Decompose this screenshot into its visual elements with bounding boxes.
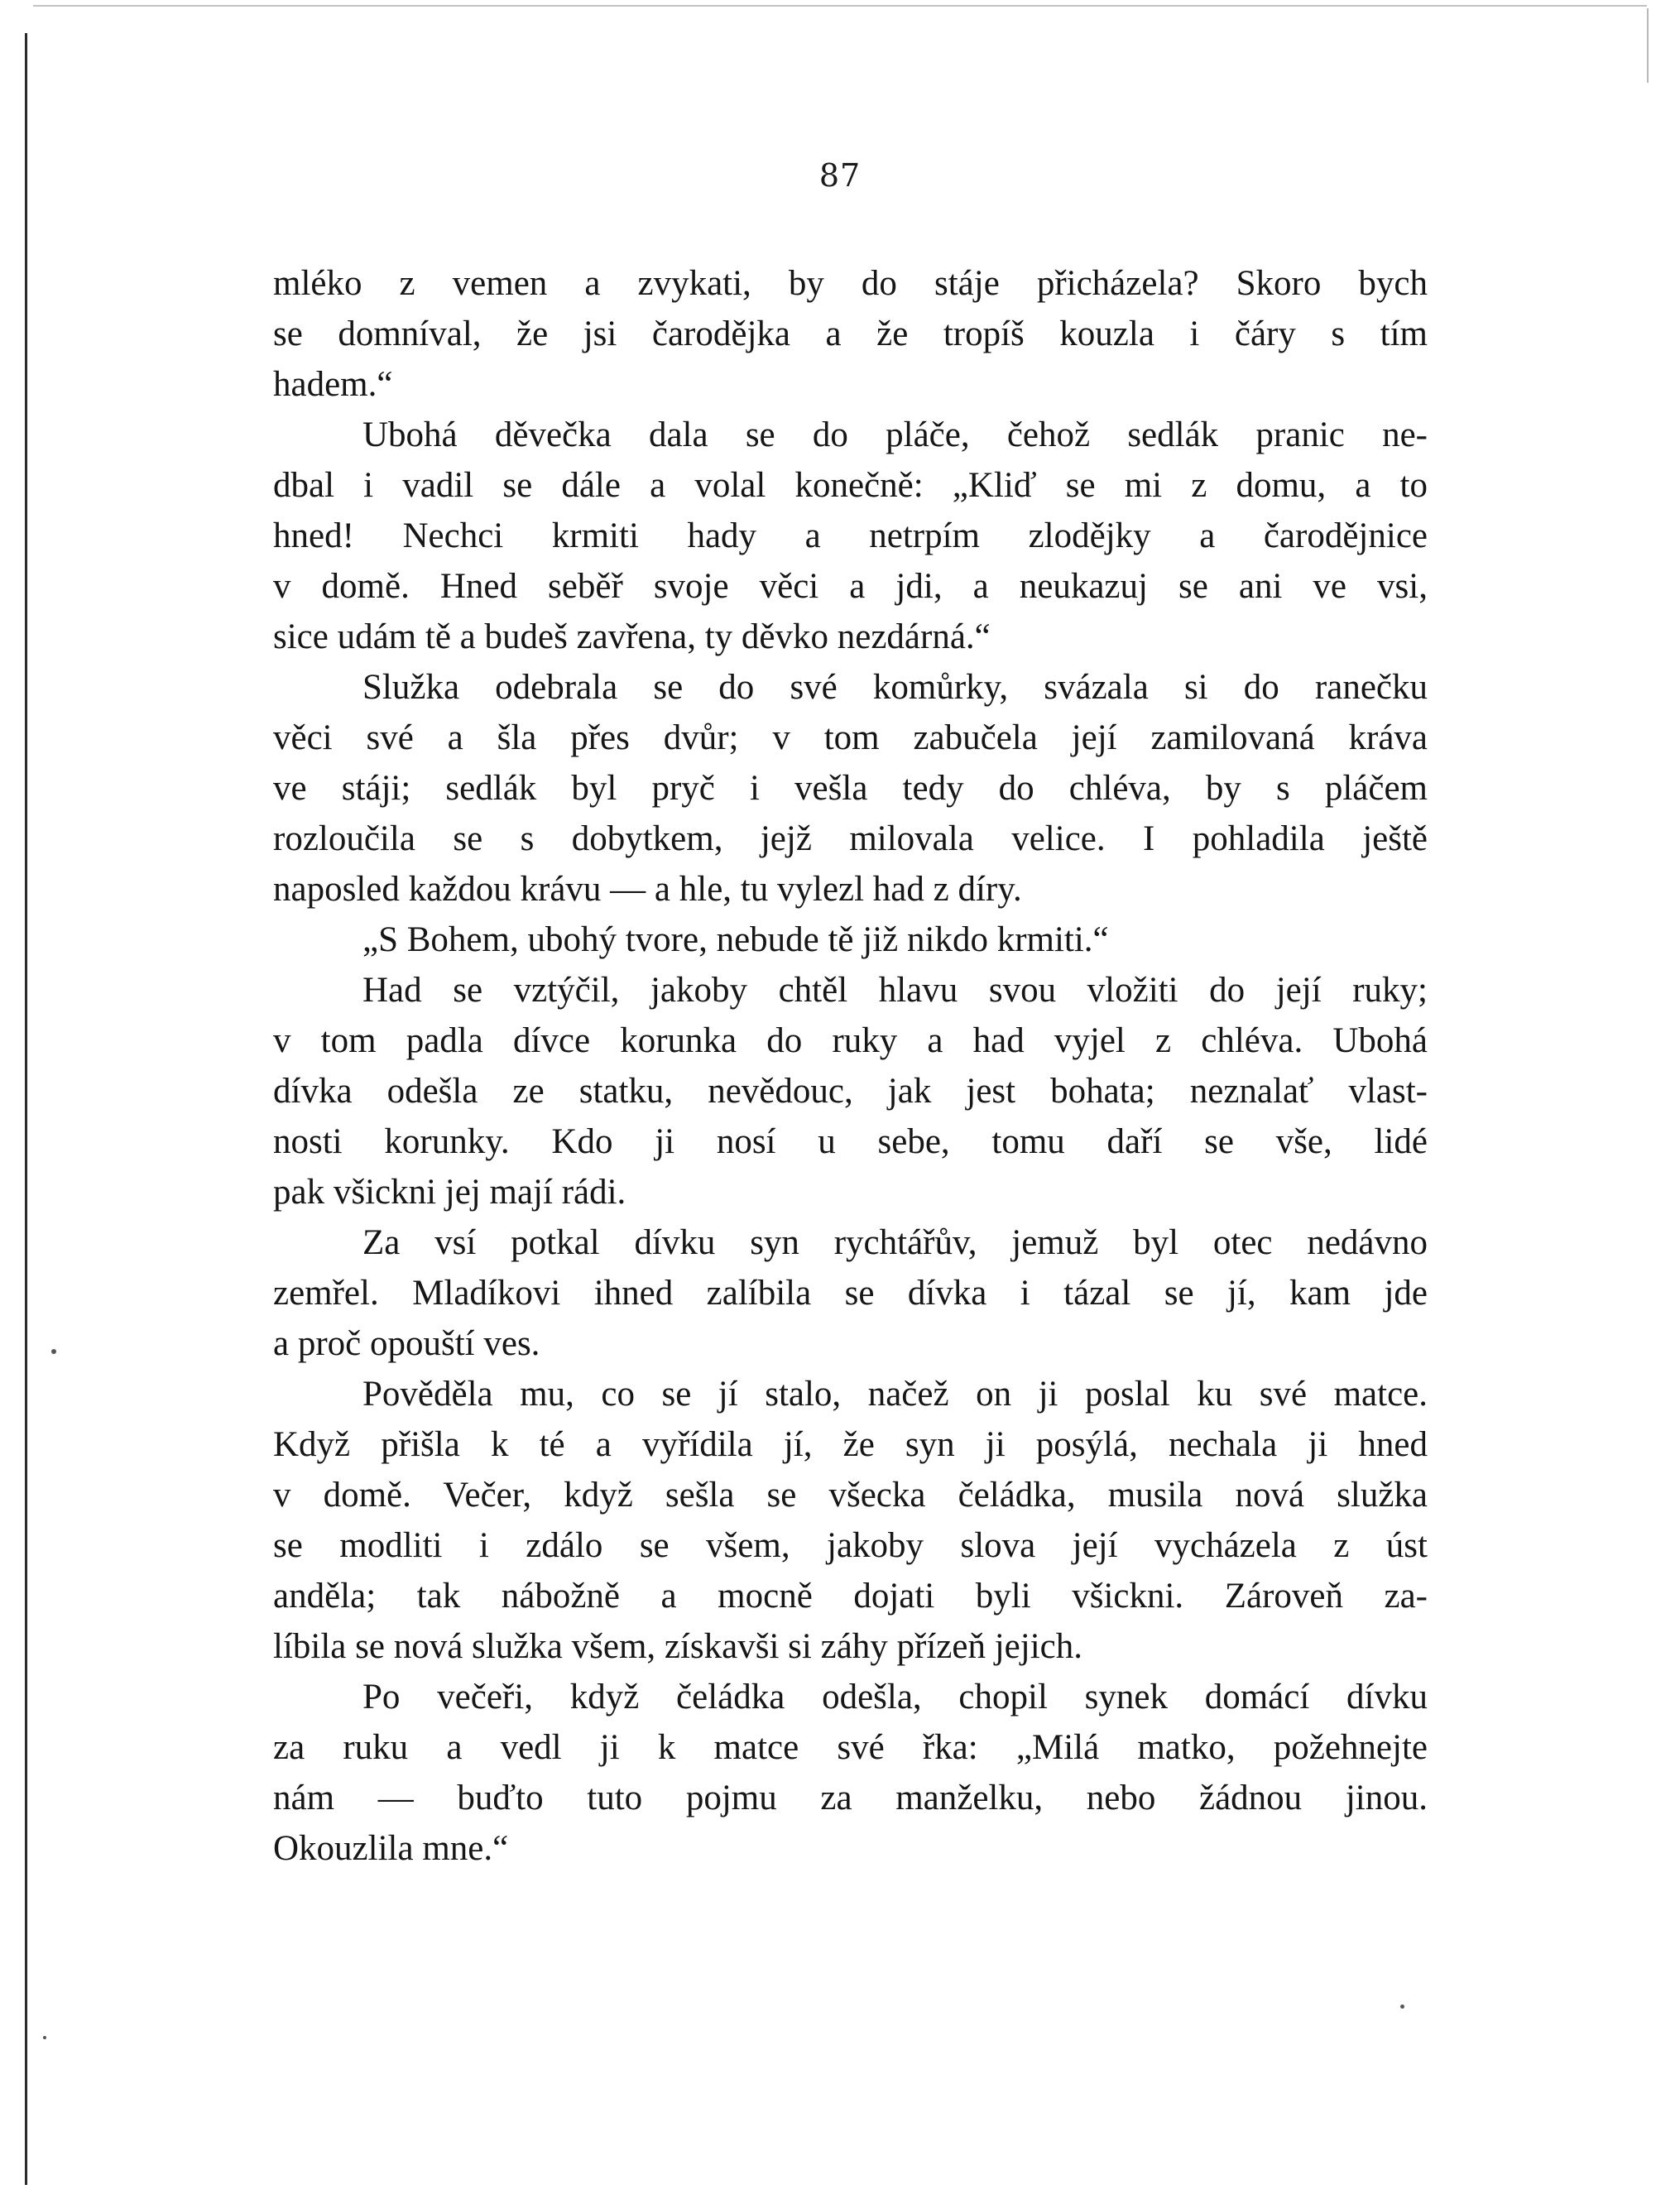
text-line: anděla; tak nábožně a mocně dojati byli všickni. Zároveň za- — [273, 1577, 1428, 1616]
text-line: naposled každou krávu — a hle, tu vylezl had z díry. — [273, 870, 1022, 909]
body-text — [273, 258, 1428, 1874]
text-line: v tom padla dívce korunka do ruky a had vyjel z chléva. Ubohá — [273, 1021, 1428, 1060]
scan-speck — [1400, 2005, 1404, 2009]
text-line: a proč opouští ves. — [273, 1324, 540, 1363]
text-line: dbal i vadil se dále a volal konečně: „Kliď se mi z domu, a to — [273, 466, 1428, 505]
text-line: se domníval, že jsi čarodějka a že tropíš kouzla i čáry s tím — [273, 314, 1428, 353]
text-line: za ruku a vedl ji k matce své řka: „Milá matko, požehnejte — [273, 1728, 1428, 1767]
page-number: 87 — [818, 157, 862, 194]
text-line: Okouzlila mne.“ — [273, 1829, 509, 1868]
text-line: v domě. Hned seběř svoje věci a jdi, a neukazuj se ani ve vsi, — [273, 567, 1428, 606]
text-line: Pověděla mu, co se jí stalo, načež on ji poslal ku své matce. — [362, 1375, 1428, 1414]
text-line: hned! Nechci krmiti hady a netrpím zlodějky a čarodějnice — [273, 516, 1428, 555]
text-line: ve stáji; sedlák byl pryč i vešla tedy do chléva, by s pláčem — [273, 769, 1428, 808]
text-line: nosti korunky. Kdo ji nosí u sebe, tomu daří se vše, lidé — [273, 1122, 1428, 1161]
scan-border-top — [33, 5, 1647, 7]
scan-border-right — [1647, 8, 1649, 83]
text-line: pak všickni jej mají rádi. — [273, 1173, 626, 1212]
text-line: sice udám tě a budeš zavřena, ty děvko nezdárná.“ — [273, 617, 991, 656]
text-line: Služka odebrala se do své komůrky, svázala si do ranečku — [362, 668, 1428, 707]
text-line: zemřel. Mladíkovi ihned zalíbila se dívka i tázal se jí, kam jde — [273, 1274, 1428, 1313]
text-line: se modliti i zdálo se všem, jakoby slova její vycházela z úst — [273, 1526, 1428, 1565]
scan-speck — [43, 2036, 46, 2039]
text-line: líbila se nová služka všem, získavši si záhy přízeň jejich. — [273, 1627, 1082, 1666]
text-line: hadem.“ — [273, 365, 393, 404]
text-line: rozloučila se s dobytkem, jejž milovala velice. I pohladila ještě — [273, 819, 1428, 858]
text-line: Za vsí potkal dívku syn rychtářův, jemuž byl otec nedávno — [362, 1223, 1428, 1262]
text-line: Po večeři, když čeládka odešla, chopil synek domácí dívku — [362, 1678, 1428, 1716]
text-line: „S Bohem, ubohý tvore, nebude tě již nikdo krmiti.“ — [362, 920, 1109, 959]
scan-border-left — [25, 33, 27, 2185]
text-line: věci své a šla přes dvůr; v tom zabučela její zamilovaná kráva — [273, 718, 1428, 757]
text-line: mléko z vemen a zvykati, by do stáje přicházela? Skoro bych — [273, 264, 1428, 303]
text-line: Had se vztýčil, jakoby chtěl hlavu svou vložiti do její ruky; — [362, 971, 1428, 1010]
text-line: Když přišla k té a vyřídila jí, že syn ji posýlá, nechala ji hned — [273, 1425, 1428, 1464]
scan-speck — [51, 1349, 56, 1354]
text-line: v domě. Večer, když sešla se všecka čeládka, musila nová služka — [273, 1476, 1428, 1515]
text-line: Ubohá děvečka dala se do pláče, čehož sedlák pranic ne- — [362, 415, 1428, 454]
text-line: nám — buďto tuto pojmu za manželku, nebo žádnou jinou. — [273, 1779, 1428, 1817]
text-line: dívka odešla ze statku, nevědouc, jak jest bohata; neznalať vlast- — [273, 1072, 1428, 1111]
